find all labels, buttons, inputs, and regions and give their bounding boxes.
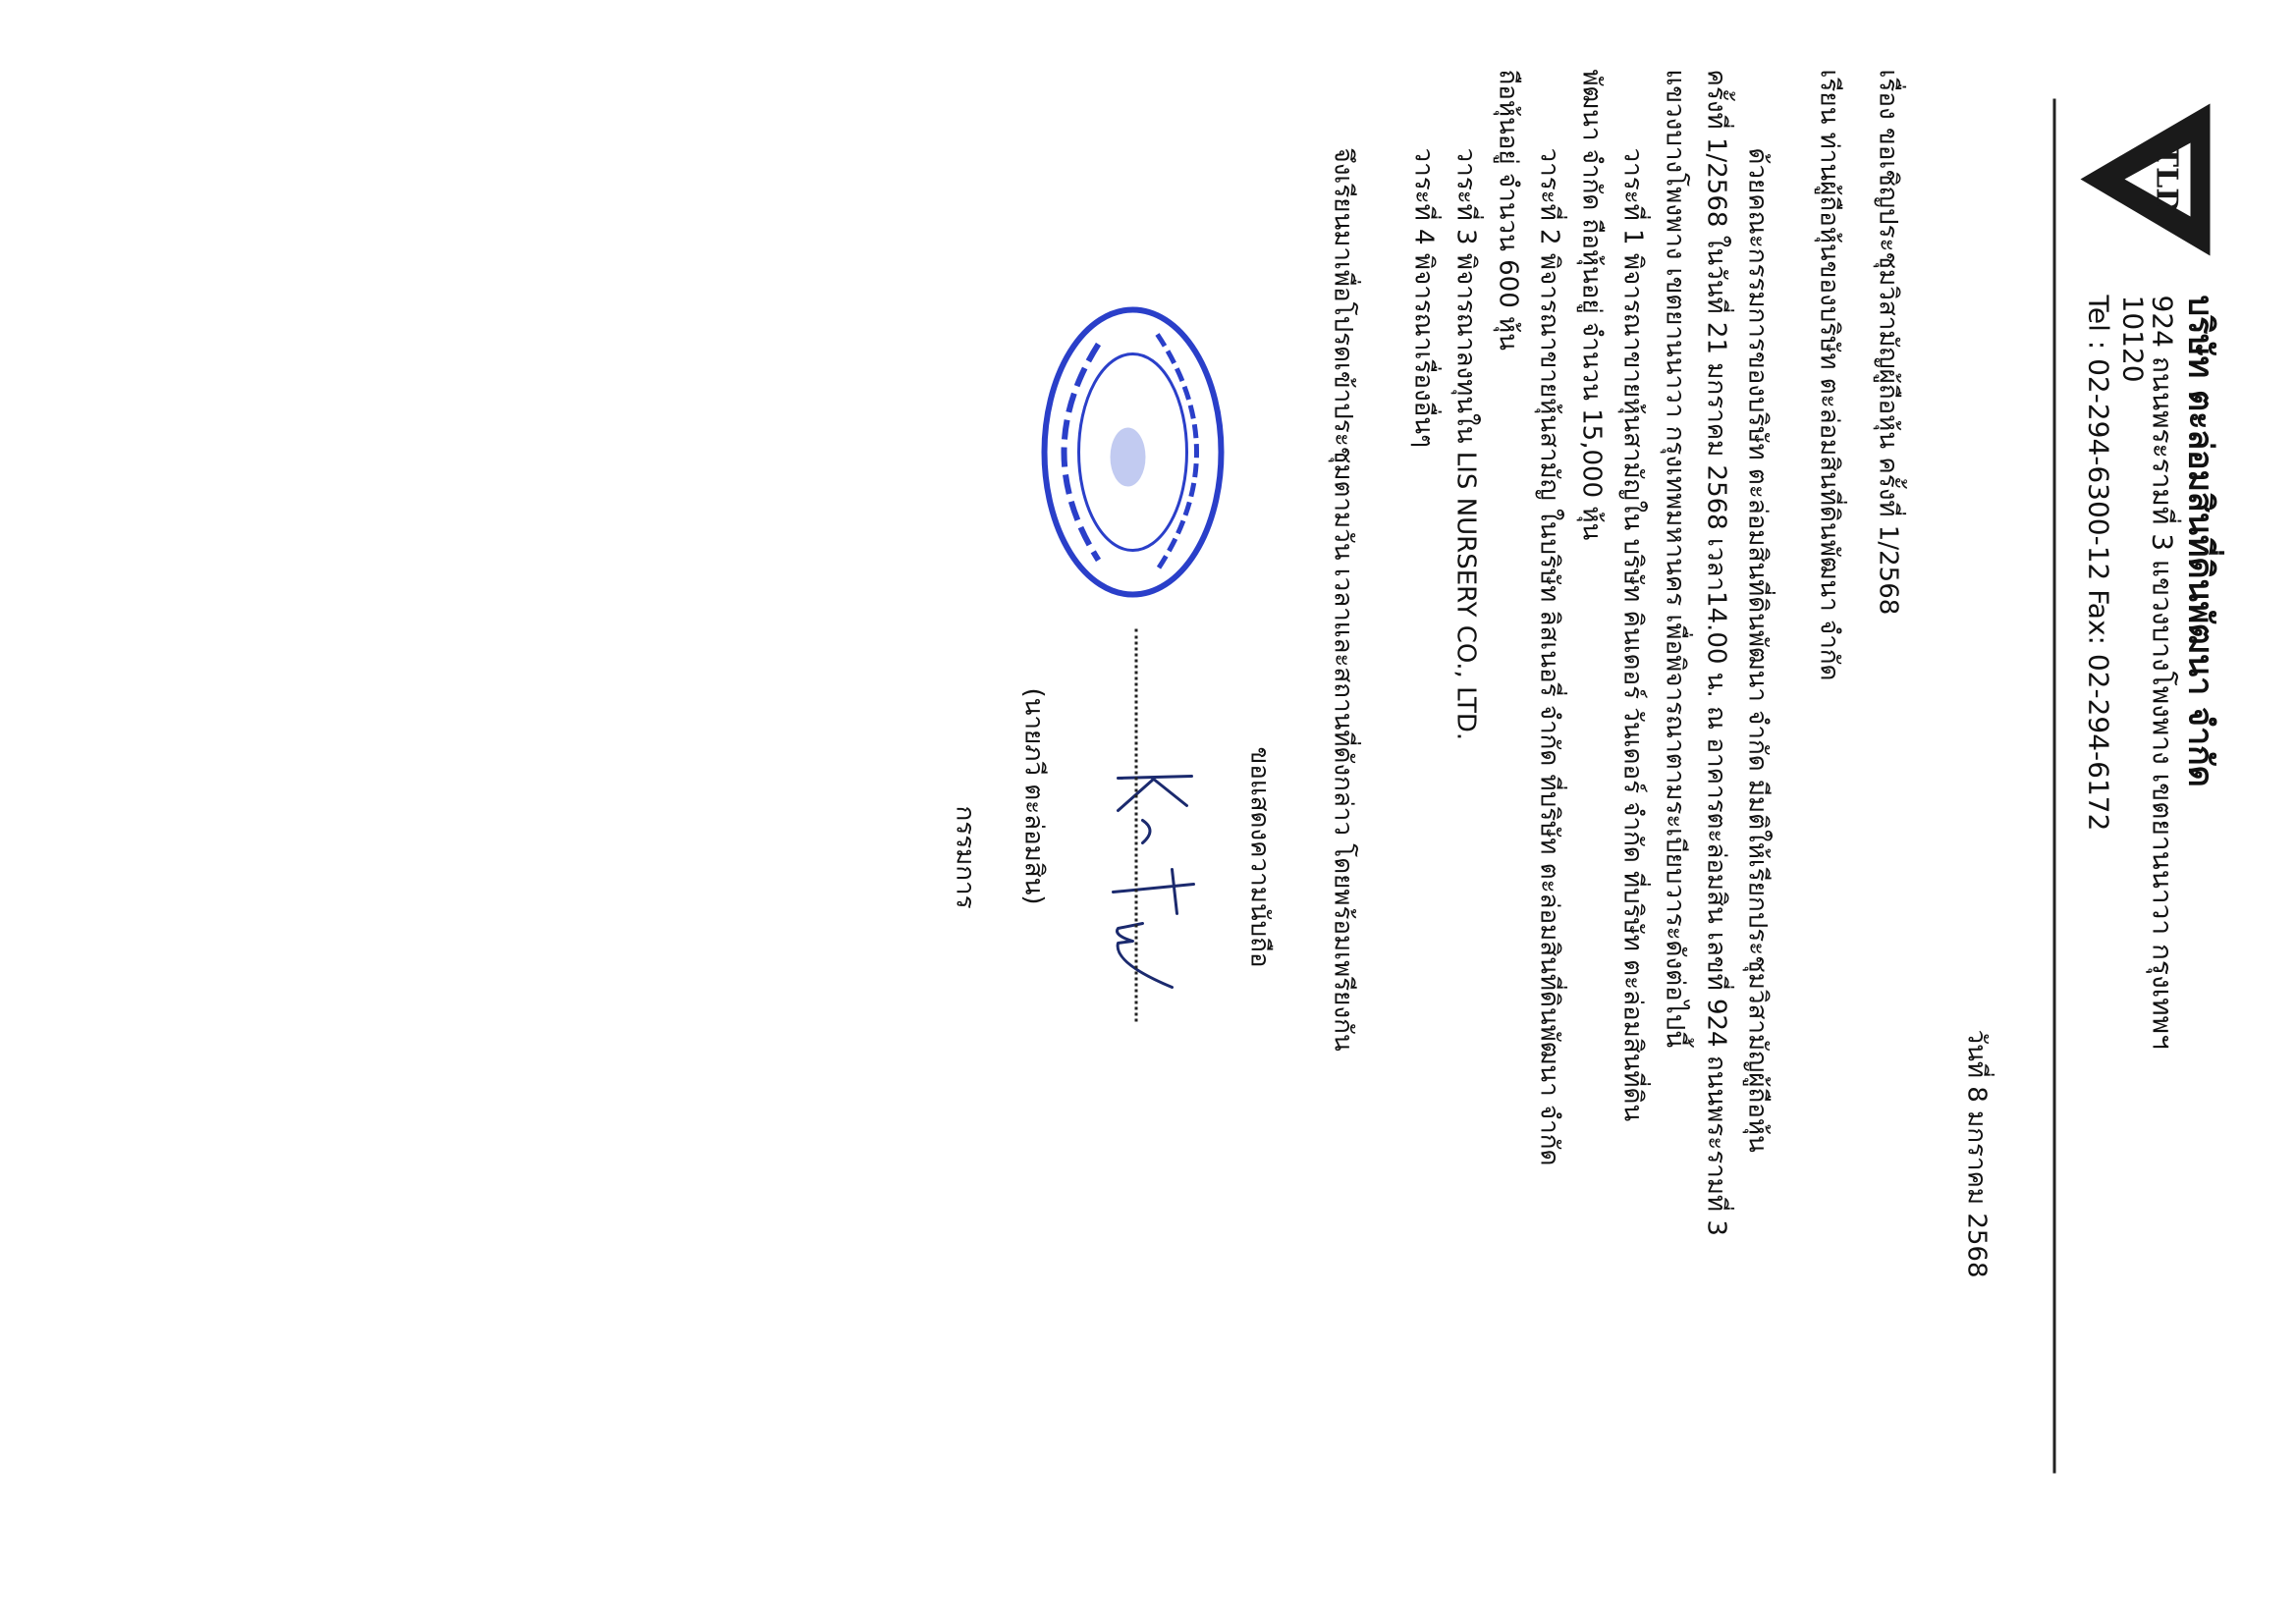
agenda-3: วาระที่ 3 พิจารณาลงทุนใน LIS NURSERY CO., LTD.	[1450, 147, 1480, 740]
agenda-4: วาระที่ 4 พิจารณาเรื่องอื่นๆ	[1408, 147, 1438, 448]
company-logo	[2075, 98, 2217, 260]
postal-code: 10120	[2116, 295, 2149, 383]
intro-line-3: แขวงบางโพงพาง เขตยานนาวา กรุงเทพมหานคร เพื่อพิจารณาตามระเบียบวาระดังต่อไปนี้	[1660, 69, 1689, 1048]
intro-line-1: ด้วยคณะกรรมการของบริษัท ตะล่อมสินที่ดินพัฒนา จำกัด มีมติให้เรียกประชุมวิสามัญผู้ถือหุ้น	[1742, 147, 1772, 1153]
handwritten-signature	[1093, 766, 1211, 1001]
signer-position: กรรมการ	[950, 805, 979, 909]
agenda-2-line-2: ถือหุ้นอยู่ จำนวน 600 หุ้น	[1493, 69, 1522, 351]
regards-text: ขอแสดงความนับถือ	[1244, 746, 1274, 967]
company-address: 924 ถนนพระรามที่ 3 แขวงบางโพงพาง เขตยานนาวา กรุงเทพฯ	[2146, 295, 2178, 1050]
letter-subject: เรื่อง ขอเชิญประชุมวิสามัญผู้ถือหุ้น ครั้งที่ 1/2568	[1873, 69, 1902, 615]
logo-text: TLD	[2149, 144, 2183, 213]
agenda-1-line-1: วาระที่ 1 พิจารณาขายหุ้นสามัญใน บริษัท คินเดอร์ วันเดอร์ จำกัด ที่บริษัท ตะล่อมสินที่ดิน	[1617, 147, 1647, 1121]
company-name: บริษัท ตะล่อมสินที่ดินพัฒนา จำกัด	[2180, 295, 2219, 787]
contact-numbers: Tel : 02-294-6300-12 Fax: 02-294-6172	[2082, 295, 2114, 831]
signer-name: (นายภวี ตะล่อมสิน)	[1018, 687, 1048, 905]
agenda-1-line-2: พัฒนา จำกัด ถือหุ้นอยู่ จำนวน 15,000 หุ้น	[1576, 69, 1606, 540]
signature-line	[1134, 628, 1137, 1021]
company-stamp	[1039, 304, 1226, 599]
agenda-2-line-1: วาระที่ 2 พิจารณาขายหุ้นสามัญ ในบริษัท ลิสเนอรี่ จำกัด ที่บริษัท ตะล่อมสินที่ดินพัฒนา จำกัด	[1534, 147, 1563, 1165]
letter-recipient: เรียน ท่านผู้ถือหุ้นของบริษัท ตะล่อมสินที่ดินพัฒนา จำกัด	[1814, 69, 1843, 680]
header-divider	[2052, 98, 2055, 1473]
closing-sentence: จึงเรียนมาเพื่อโปรดเข้าประชุมตามวัน เวลาและสถานที่ดังกล่าว โดยพร้อมเพรียงกัน	[1328, 147, 1357, 1052]
letter-date: วันที่ 8 มกราคม 2568	[1961, 1029, 1991, 1277]
intro-line-2: ครั้งที่ 1/2568 ในวันที่ 21 มกราคม 2568 เวลา14.00 น. ณ อาคารตะล่อมสิน เลขที่ 924 ถนนพระรามที่ 3	[1701, 69, 1730, 1236]
